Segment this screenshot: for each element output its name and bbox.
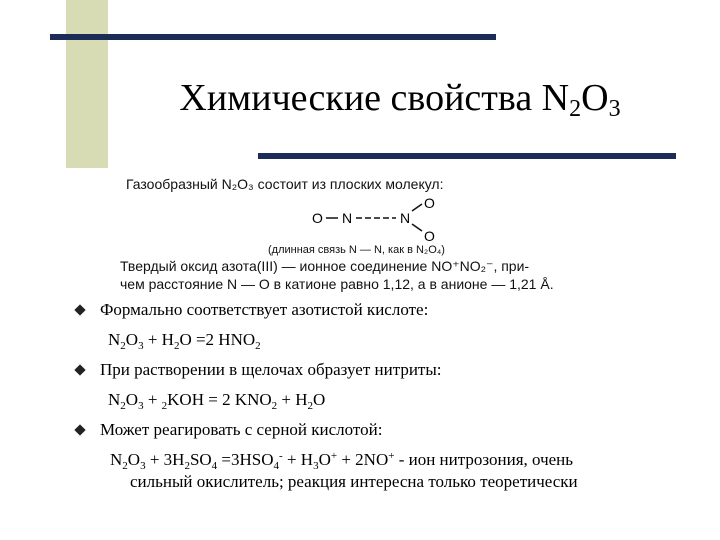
- bullet-diamond-icon: [74, 424, 85, 435]
- scan-line-gas-molecule: Газообразный N₂O₃ состоит из плоских молекул:: [126, 176, 444, 192]
- scanned-text-image: [118, 172, 658, 296]
- n2o3-structure-diagram: [304, 196, 464, 244]
- decorative-top-bar: [50, 34, 496, 40]
- equation-alkali: $N_2O_3 + _2KOH = 2$ $KNO_2 + H_2O$: [108, 390, 326, 412]
- decorative-title-underline: [258, 153, 676, 159]
- bond-n-o-top: [412, 204, 422, 211]
- equation-sulfuric-continuation: сильный окислитель; реакция интересна только теоретически: [130, 472, 578, 491]
- atom-o-top: O: [424, 196, 435, 211]
- atom-o-bottom: O: [424, 228, 435, 244]
- equation-hydrolysis: $N_2O_3 + H_2O =2$ $HNO_2$: [108, 330, 261, 352]
- scan-line-solid-oxide: Твердый оксид азота(III) — ионное соединение NO⁺NO₂⁻, при-: [120, 258, 530, 274]
- atom-n-2: N: [400, 210, 411, 226]
- scan-line-long-bond-note: (длинная связь N — N, как в N₂O₄): [268, 244, 445, 256]
- bullet-diamond-icon: [74, 304, 85, 315]
- atom-o-left: O: [312, 210, 323, 226]
- scan-line-distances: чем расстояние N — O в катионе равно 1,12, а в анионе — 1,21 Å.: [120, 276, 554, 292]
- bond-n-o-bottom: [412, 224, 422, 231]
- bullet-diamond-icon: [74, 364, 85, 375]
- equation-sulfuric: $N_2O_3 + 3H_2SO_4 =3HSO_4^- + H_3O^+ + 2NO^+$ - ион нитрозония, очень: [110, 450, 574, 472]
- slide-title: Химические свойства $N_2O_3$: [179, 77, 621, 122]
- atom-n-1: N: [342, 210, 353, 226]
